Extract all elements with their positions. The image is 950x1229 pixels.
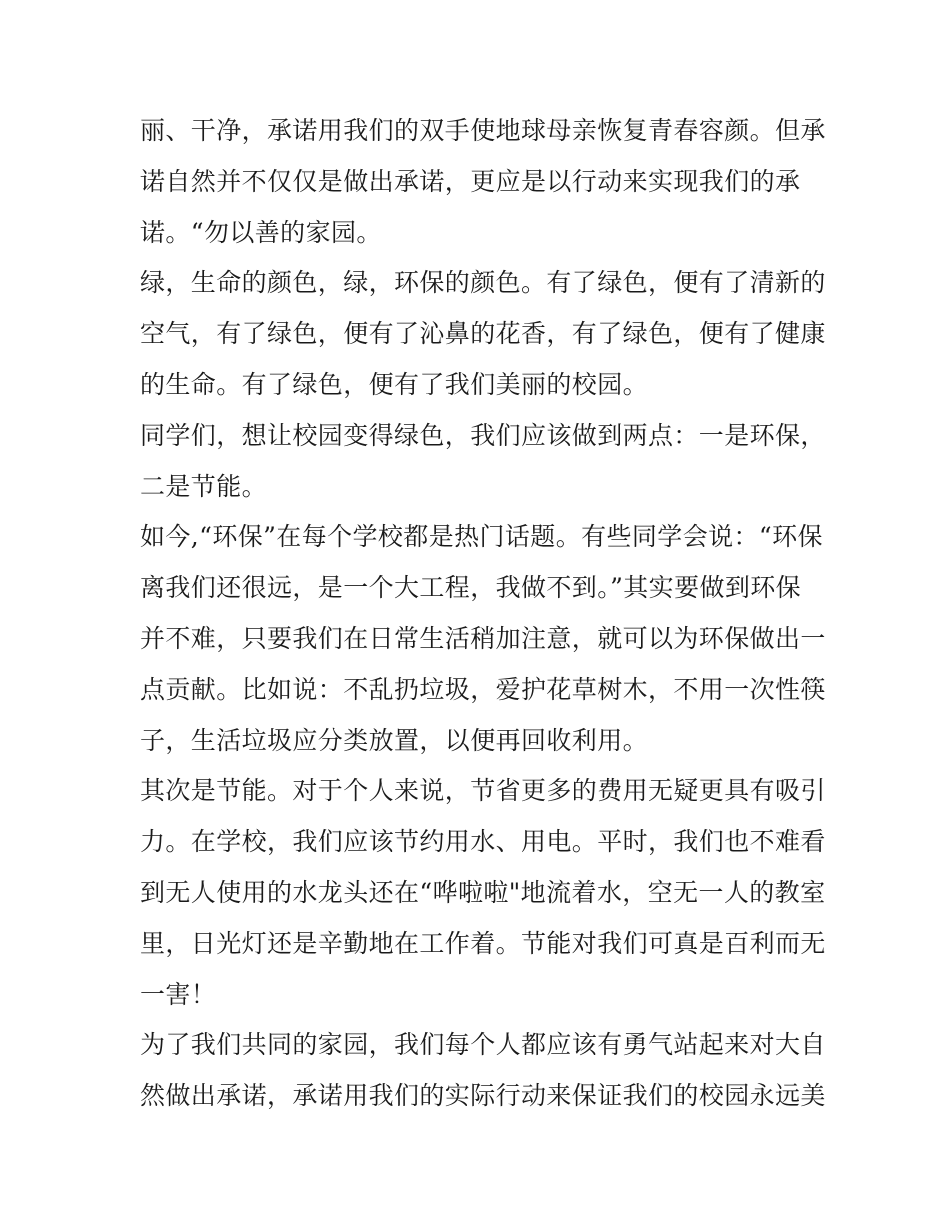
paragraph-1 (140, 106, 826, 258)
text-line: 的生命。有了绿色，便有了我们美丽的校园。 (140, 369, 649, 399)
text-line: 诺。“勿以善的家园。 (140, 217, 382, 247)
paragraph-2 (140, 258, 826, 410)
text-line: 同学们，想让校园变得绿色，我们应该做到两点：一是环保， (140, 420, 826, 450)
text-line: 一害！ (140, 979, 217, 1009)
text-line: 点贡献。比如说：不乱扔垃圾，爱护花草树木，不用一次性筷 (140, 674, 826, 704)
text-line: 绿，生命的颜色，绿，环保的颜色。有了绿色，便有了清新的 (140, 268, 826, 298)
text-line: 里，日光灯还是辛勤地在工作着。节能对我们可真是百利而无 (140, 928, 826, 958)
text-line: 其次是节能。对于个人来说，节省更多的费用无疑更具有吸引 (140, 776, 826, 806)
paragraph-5 (140, 766, 826, 1020)
text-line: 二是节能。 (140, 471, 268, 501)
text-line: 力。在学校，我们应该节约用水、用电。平时，我们也不难看 (140, 827, 826, 857)
paragraph-3 (140, 411, 826, 513)
text-line: 空气，有了绿色，便有了沁鼻的花香，有了绿色，便有了健康 (140, 319, 826, 349)
text-line: 然做出承诺，承诺用我们的实际行动来保证我们的校园永远美 (140, 1081, 826, 1111)
text-line: 丽、干净，承诺用我们的双手使地球母亲恢复青春容颜。但承 (140, 116, 826, 145)
text-line: 诺自然并不仅仅是做出承诺，更应是以行动来实现我们的承 (140, 166, 801, 196)
text-line: 如今,“环保”在每个学校都是热门话题。有些同学会说：“环保 (140, 522, 823, 552)
text-line: 子，生活垃圾应分类放置，以便再回收利用。 (140, 725, 649, 755)
document-body (140, 106, 826, 1122)
text-line: 到无人使用的水龙头还在“哗啦啦"地流着水，空无一人的教室 (140, 877, 826, 907)
text-line: 离我们还很远，是一个大工程，我做不到。”其实要做到环保 (140, 573, 802, 603)
paragraph-4 (140, 512, 826, 766)
text-line: 并不难，只要我们在日常生活稍加注意，就可以为环保做出一 (140, 623, 826, 653)
text-line: 为了我们共同的家园，我们每个人都应该有勇气站起来对大自 (140, 1030, 826, 1060)
paragraph-6 (140, 1020, 826, 1122)
